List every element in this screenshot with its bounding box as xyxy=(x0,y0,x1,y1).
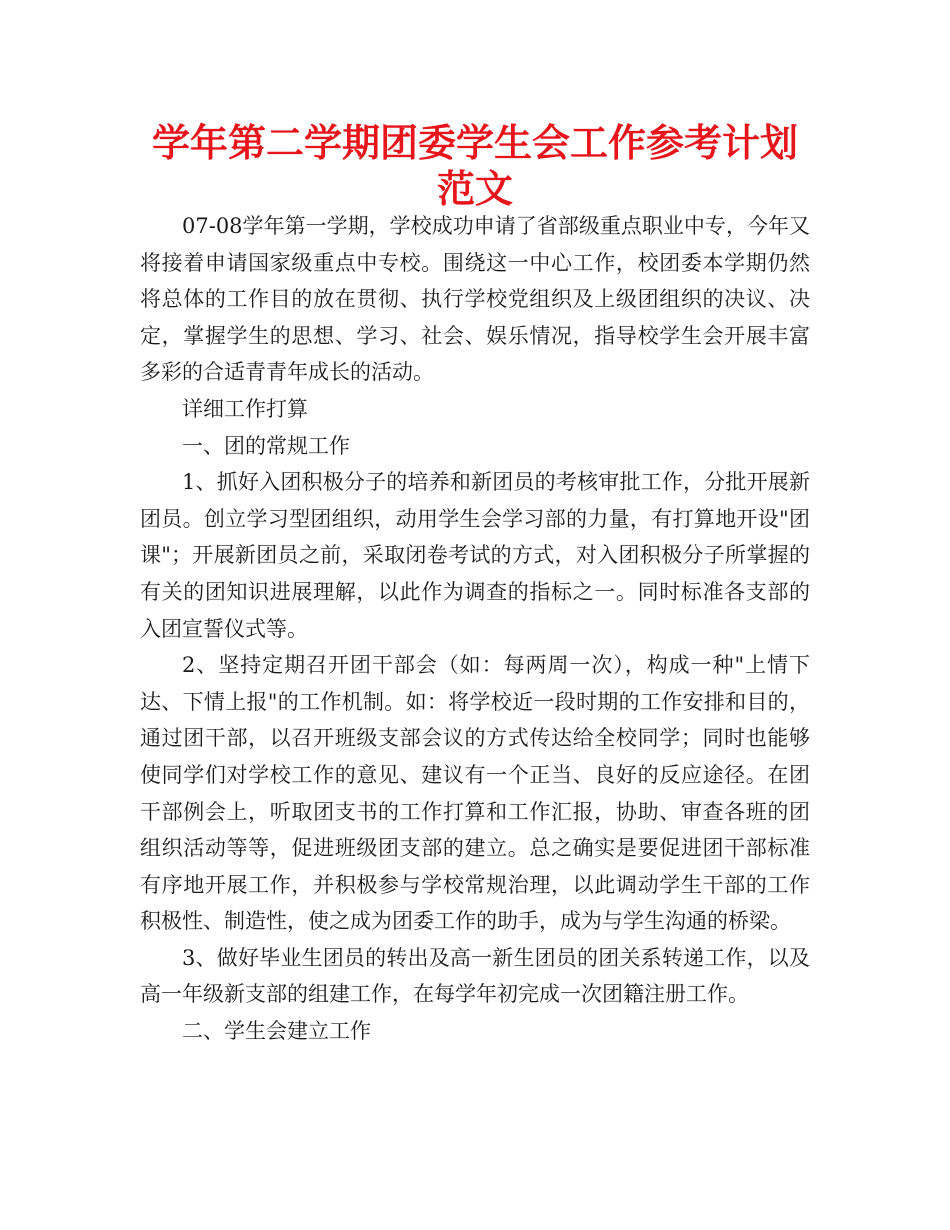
paragraph-item-1: 1、抓好入团积极分子的培养和新团员的考核审批工作，分批开展新团员。创立学习型团组织，动用学生会学习部的力量，有打算地开设"团课"；开展新团员之前，采取闭卷考试的方式，对入团积极分子所掌握的有关的团知识进展理解，以此作为调查的指标之一。同时标准各支部的入团宣誓仪式等。 xyxy=(140,470,810,641)
section-heading-routine: 一、团的常规工作 xyxy=(182,433,350,458)
document-body xyxy=(140,208,810,1050)
section-heading-plan: 详细工作打算 xyxy=(182,396,308,421)
paragraph-item-3: 3、做好毕业生团员的转出及高一新生团员的团关系转递工作，以及高一年级新支部的组建工作，在每学年初完成一次团籍注册工作。 xyxy=(140,945,810,1007)
document-title: 学年第二学期团委学生会工作参考计划范文 xyxy=(151,121,798,211)
paragraph-item-2: 2、坚持定期召开团干部会（如：每两周一次），构成一种"上情下达、下情上报"的工作机制。如：将学校近一段时期的工作安排和目的，通过团干部，以召开班级支部会议的方式传达给全校同学；同时也能够使同学们对学校工作的意见、建议有一个正当、良好的反应途径。在团干部例会上，听取团支书的工作打算和工作汇报，协助、审查各班的团组织活动等等，促进班级团支部的建立。总之确实是要促进团干部标准有序地开展工作，并积极参与学校常规治理，以此调动学生干部的工作积极性、制造性，使之成为团委工作的助手，成为与学生沟通的桥梁。 xyxy=(140,653,810,934)
intro-paragraph: 07-08学年第一学期，学校成功申请了省部级重点职业中专，今年又将接着申请国家级重点中专校。围绕这一中心工作，校团委本学期仍然将总体的工作目的放在贯彻、执行学校党组织及上级团组织的决议、决定，掌握学生的思想、学习、社会、娱乐情况，指导校学生会开展丰富多彩的合适青青年成长的活动。 xyxy=(140,214,810,385)
section-heading-student-union: 二、学生会建立工作 xyxy=(182,1019,371,1044)
